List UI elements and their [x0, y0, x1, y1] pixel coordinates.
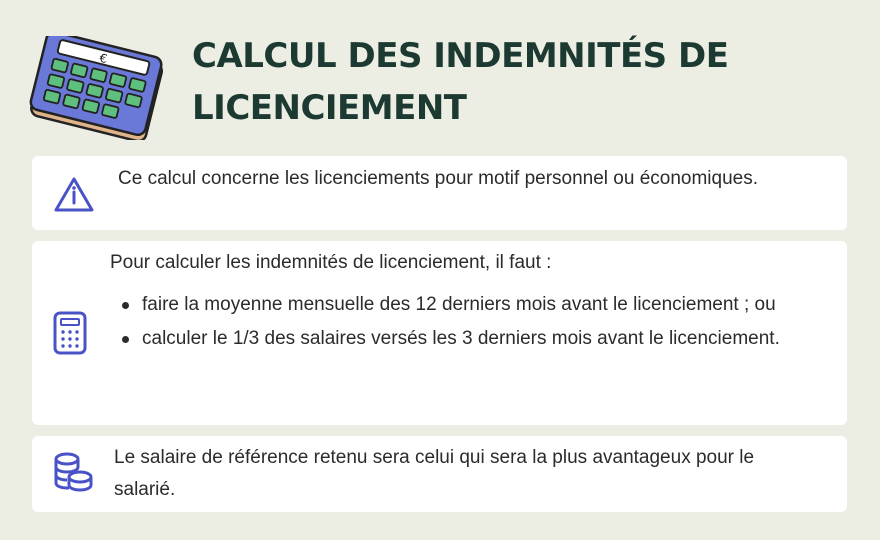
list-item: faire la moyenne mensuelle des 12 derniers mois avant le licenciement ; ou — [118, 289, 818, 321]
calculator-illustration-icon — [28, 36, 168, 140]
calculator-icon — [52, 310, 88, 356]
info-card-scope — [32, 156, 847, 230]
info-card-reference — [32, 436, 847, 512]
method-list — [118, 289, 818, 357]
method-intro: Pour calculer les indemnités de licenciement, il faut : — [110, 252, 552, 273]
page-title: CALCUL DES INDEMNITÉS DE LICENCIEMENT — [192, 36, 729, 128]
calculator-display: € — [97, 50, 109, 67]
coins-icon — [50, 450, 96, 496]
info-card-method — [32, 241, 847, 425]
reference-text: Le salaire de référence retenu sera celui qui sera la plus avantageux pour le salarié. — [114, 447, 755, 500]
header — [0, 0, 880, 150]
warning-icon — [52, 175, 96, 215]
scope-text: Ce calcul concerne les licenciements pour motif personnel ou économiques. — [118, 168, 759, 189]
list-item: calculer le 1/3 des salaires versés les 3 derniers mois avant le licenciement. — [118, 323, 818, 355]
